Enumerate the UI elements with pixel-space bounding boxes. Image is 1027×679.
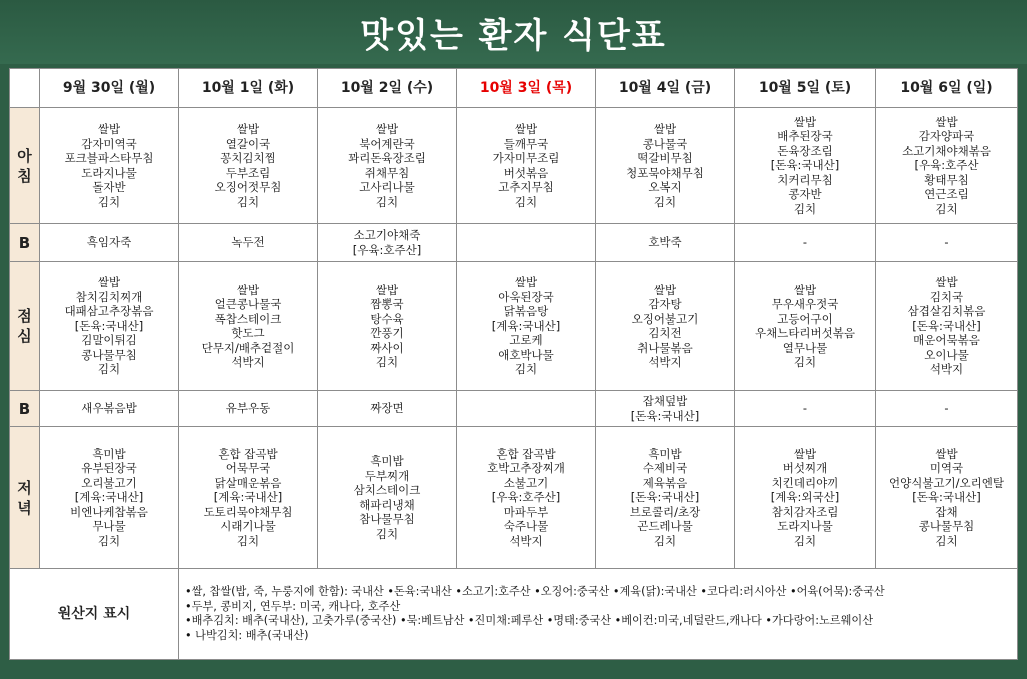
menu-item: 치커리무침 (777, 172, 833, 187)
menu-item: 콩나물무침 (81, 347, 137, 362)
menu-item: 버섯볶음 (503, 165, 549, 180)
menu-item: 참치김치찌개 (75, 289, 143, 304)
menu-item: 탕수육 (370, 311, 404, 326)
menu-item: 참치감자조림 (771, 504, 839, 519)
day-header: 10월 5일 (토) (735, 69, 876, 108)
menu-item: 도라지나물 (777, 519, 833, 534)
menu-cell (457, 224, 596, 262)
menu-item: 호박죽 (648, 235, 682, 250)
menu-cell (40, 108, 179, 224)
origin-notes (179, 569, 1018, 660)
menu-item: 쌀밥 (653, 282, 677, 297)
menu-cell (596, 427, 735, 569)
menu-item: 들깨무국 (503, 136, 549, 151)
meal-label (10, 224, 40, 262)
menu-item: 얼큰콩나물국 (214, 297, 282, 311)
menu-item: 열무나물 (782, 340, 828, 355)
menu-cell (596, 262, 735, 391)
menu-item: - (944, 235, 949, 250)
menu-cell (735, 391, 876, 427)
menu-item: 쌀밥 (97, 122, 121, 136)
menu-item: 오복지 (648, 180, 682, 194)
meal-label-char: 아 (17, 146, 32, 165)
menu-item: 닭살매운볶음 (214, 475, 282, 490)
menu-item: 김치국 (929, 289, 964, 304)
menu-item: 녹두전 (231, 235, 265, 250)
menu-item: 오징어젓무침 (214, 180, 282, 194)
day-header: 10월 4일 (금) (596, 69, 735, 108)
menu-item: 김치 (97, 194, 121, 209)
menu-cell (40, 427, 179, 569)
meal-row-lunch (10, 262, 1018, 391)
menu-item: 석박지 (231, 355, 265, 369)
menu-item: 쌀밥 (514, 275, 538, 290)
menu-item: [계육:국내산] (74, 490, 144, 505)
menu-cell (457, 262, 596, 391)
menu-item: 김치 (793, 355, 817, 369)
menu-item: 단무지/배추겉절이 (201, 340, 295, 355)
menu-item: 김치 (375, 194, 399, 209)
menu-item: 호박고추장찌개 (487, 461, 565, 476)
meal-label-char: 점 (17, 307, 32, 325)
menu-item: 짜장면 (370, 401, 404, 416)
menu-item: 흑임자죽 (86, 235, 132, 250)
meal-label-char: B (18, 233, 31, 252)
menu-item: 황태무침 (924, 172, 969, 187)
menu-item: 시래기나물 (220, 519, 276, 534)
menu-item: [계육:국내산] (213, 490, 283, 505)
menu-item: 소불고기 (503, 475, 549, 490)
menu-item: 해파리냉채 (359, 497, 415, 512)
menu-cell (318, 262, 457, 391)
menu-item: 폭찹스테이크 (214, 311, 282, 326)
menu-item: 핫도그 (231, 326, 265, 340)
menu-item: [돈육:국내산] (630, 490, 700, 505)
menu-item: 김치전 (648, 326, 682, 340)
menu-cell (40, 224, 179, 262)
menu-item: 고추지무침 (498, 180, 554, 194)
menu-board (9, 68, 1017, 659)
meal-row-snack-am (10, 224, 1018, 262)
menu-item: 혼합 잡곡밥 (218, 446, 278, 461)
menu-item: 쌀밥 (935, 446, 958, 461)
menu-cell (179, 262, 318, 391)
menu-item: 김치 (236, 194, 260, 209)
menu-item: 두부찌개 (364, 468, 410, 483)
menu-cell (318, 427, 457, 569)
menu-item: 흑미밥 (648, 446, 682, 461)
menu-item: 어묵무국 (225, 461, 271, 476)
menu-item: 닭볶음탕 (503, 304, 549, 319)
menu-cell (318, 224, 457, 262)
menu-item: 쌀밥 (97, 275, 121, 290)
menu-item: 김치 (793, 201, 817, 216)
menu-item: 쌀밥 (375, 282, 399, 297)
meal-label-char: B (18, 399, 31, 418)
menu-cell (179, 224, 318, 262)
menu-item: 김치 (514, 194, 538, 209)
menu-item: 유부우동 (225, 401, 271, 416)
menu-item: 석박지 (929, 362, 964, 377)
menu-cell (876, 262, 1018, 391)
menu-item: 비엔나케찹볶음 (70, 504, 148, 519)
menu-item: 고로케 (509, 333, 543, 348)
menu-item: 북어계란국 (359, 136, 415, 151)
menu-item: 연근조림 (924, 187, 969, 202)
menu-item: 감자미역국 (81, 136, 137, 151)
menu-item: 김치 (97, 533, 121, 548)
meal-table (9, 68, 1018, 660)
menu-cell (179, 391, 318, 427)
meal-label (10, 262, 40, 391)
menu-item: 언양식불고기/오리엔탈 (889, 475, 1004, 490)
menu-item: 버섯찌개 (782, 461, 828, 476)
menu-item: 쥐채무침 (364, 165, 410, 180)
menu-item: 돌자반 (92, 180, 126, 194)
menu-item: 곤드레나물 (637, 519, 693, 534)
meal-label-char: 저 (17, 478, 32, 497)
menu-item: 김치 (236, 533, 260, 548)
menu-item: 감자탕 (648, 297, 682, 311)
menu-cell (40, 391, 179, 427)
menu-item: [우육:호주산] (491, 490, 561, 505)
menu-item: 김치 (97, 362, 121, 377)
menu-cell (876, 391, 1018, 427)
origin-row (10, 569, 1018, 660)
menu-item: 쌀밥 (935, 114, 958, 129)
menu-cell (457, 391, 596, 427)
menu-cell (457, 427, 596, 569)
meal-label (10, 427, 40, 569)
menu-item: 석박지 (648, 355, 682, 369)
menu-item: 삼치스테이크 (353, 483, 421, 497)
menu-item: 도토리묵야채무침 (203, 504, 293, 519)
meal-row-breakfast (10, 108, 1018, 224)
menu-item: 짜사이 (370, 340, 404, 355)
menu-item: 취나물볶음 (637, 340, 693, 355)
menu-item: 김말이튀김 (81, 333, 137, 348)
menu-item: 김치 (935, 533, 958, 548)
meal-row-snack-pm (10, 391, 1018, 427)
menu-item: 치킨데리야끼 (771, 475, 839, 490)
menu-cell (596, 108, 735, 224)
menu-item: 김치 (653, 533, 677, 548)
day-header: 10월 2일 (수) (318, 69, 457, 108)
menu-cell (735, 262, 876, 391)
menu-item: 무우새우젓국 (771, 297, 839, 311)
menu-item: [돈육:국내산] (770, 158, 840, 173)
menu-item: [계육:외국산] (770, 490, 840, 505)
menu-item: 김치 (375, 355, 399, 369)
day-header-row (10, 69, 1018, 108)
menu-cell (318, 108, 457, 224)
menu-item: 수제비국 (642, 461, 688, 476)
menu-item: 소고기채야채볶음 (902, 143, 991, 158)
menu-item: 아욱된장국 (498, 289, 554, 304)
menu-item: 오이나물 (924, 347, 969, 362)
origin-line: •배추김치: 배추(국내산), 고춧가루(중국산) •묵:베트남산 •진미채:페루산 •명태:중국산 •베이컨:미국,네덜란드,캐나다 •가다랑어:노르웨이산 (185, 614, 874, 627)
menu-item: 김치 (653, 194, 677, 209)
menu-cell (876, 427, 1018, 569)
meal-label-char: 녁 (17, 498, 32, 517)
menu-item: 김치 (375, 526, 399, 541)
menu-item: 고사리나물 (359, 180, 415, 194)
menu-item: 도라지나물 (81, 165, 137, 180)
menu-item: 제육볶음 (642, 475, 688, 490)
menu-item: 고등어구이 (777, 311, 833, 326)
origin-label: 원산지 표시 (10, 569, 179, 660)
meal-label-char: 침 (17, 166, 32, 185)
menu-item: 떡갈비무침 (637, 151, 693, 165)
menu-item: 혼합 잡곡밥 (496, 446, 556, 461)
menu-item: [돈육:국내산] (912, 318, 981, 333)
menu-item: 김치 (793, 533, 817, 548)
menu-item: 브로콜리/초장 (629, 504, 701, 519)
menu-item: 우채느타리버섯볶음 (755, 326, 855, 340)
menu-item: 쌀밥 (793, 282, 817, 297)
menu-item: 두부조림 (225, 165, 271, 180)
menu-cell (735, 224, 876, 262)
menu-item: 유부된장국 (81, 461, 137, 476)
menu-item: 쌀밥 (935, 275, 958, 290)
menu-item: 포크블파스타무침 (64, 151, 154, 165)
menu-item: 잡채덮밥 (642, 394, 688, 408)
menu-item: 김치 (935, 201, 958, 216)
menu-item: 참나물무침 (359, 512, 415, 526)
menu-cell (457, 108, 596, 224)
menu-item: 청포묵야채무침 (626, 165, 704, 180)
menu-item: 무나물 (92, 519, 126, 534)
menu-item: 애호박나물 (498, 347, 554, 362)
menu-item: 콩나물무침 (918, 519, 975, 534)
menu-item: 열갈이국 (225, 136, 271, 151)
menu-item: 흑미밥 (92, 446, 126, 461)
menu-item: [돈육:국내산] (630, 408, 700, 423)
menu-cell (179, 427, 318, 569)
menu-item: 대패삼고추장볶음 (64, 304, 154, 319)
meal-label-char: 심 (17, 327, 32, 345)
menu-item: 가자미무조림 (492, 151, 560, 165)
menu-item: 돈육장조림 (777, 143, 833, 158)
menu-item: - (802, 235, 808, 250)
page-title: 맛있는 환자 식단표 (360, 15, 667, 56)
menu-cell (596, 391, 735, 427)
day-header: 9월 30일 (월) (40, 69, 179, 108)
menu-item: - (802, 401, 808, 416)
corner-cell (10, 69, 40, 108)
menu-item: 꽁치김치찜 (220, 151, 276, 165)
menu-item: 쌀밥 (793, 114, 817, 129)
menu-item: 배추된장국 (777, 129, 833, 144)
origin-line: • 나박김치: 배추(국내산) (185, 628, 309, 642)
menu-item: 매운어묵볶음 (913, 333, 980, 348)
menu-item: 꽈리돈육장조림 (348, 151, 426, 165)
menu-cell (876, 108, 1018, 224)
menu-item: 쌀밥 (653, 122, 677, 136)
menu-item: 쌀밥 (236, 282, 260, 297)
menu-item: 석박지 (509, 533, 543, 548)
menu-item: 김치 (514, 362, 538, 377)
menu-item: [돈육:국내산] (912, 490, 981, 505)
menu-item: 콩자반 (788, 187, 822, 202)
origin-line: •두부, 콩비지, 연두부: 미국, 캐나다, 호주산 (185, 599, 401, 613)
menu-item: 쌀밥 (514, 122, 538, 136)
menu-item: [계육:국내산] (491, 318, 561, 333)
menu-item: 흑미밥 (370, 454, 404, 468)
origin-line: •쌀, 찹쌀(밥, 죽, 누룽지에 한함): 국내산 •돈육:국내산 •소고기:호주산 •오징어:중국산 •계육(닭):국내산 •코다리:러시아산 •어육(어묵):중국산 (185, 585, 885, 598)
menu-item: 쌀밥 (793, 446, 817, 461)
meal-row-dinner (10, 427, 1018, 569)
menu-cell (179, 108, 318, 224)
menu-cell (735, 108, 876, 224)
day-header: 10월 1일 (화) (179, 69, 318, 108)
menu-cell (596, 224, 735, 262)
menu-item: 마파두부 (503, 504, 549, 519)
menu-item: 잡채 (935, 504, 958, 519)
menu-item: 숙주나물 (503, 519, 549, 534)
menu-item: 깐풍기 (370, 326, 404, 340)
menu-cell (318, 391, 457, 427)
menu-item: - (944, 401, 949, 416)
menu-item: 오리불고기 (81, 475, 137, 490)
menu-item: [우육:호주산 (914, 158, 979, 173)
menu-item: 짬뽕국 (370, 297, 404, 311)
menu-cell (735, 427, 876, 569)
menu-item: 미역국 (929, 461, 964, 476)
meal-label (10, 391, 40, 427)
day-header-highlighted: 10월 3일 (목) (457, 69, 596, 108)
menu-item: [우육:호주산] (352, 242, 422, 257)
menu-item: 삼겹살김치볶음 (907, 304, 986, 319)
menu-item: 오징어불고기 (631, 311, 699, 326)
title-banner (0, 0, 1027, 64)
menu-item: 쌀밥 (236, 122, 260, 136)
menu-item: 감자양파국 (918, 129, 975, 144)
menu-cell (40, 262, 179, 391)
menu-item: 소고기야채죽 (353, 228, 421, 242)
menu-item: [돈육:국내산] (74, 318, 144, 333)
menu-item: 새우볶음밥 (81, 401, 137, 416)
menu-cell (876, 224, 1018, 262)
day-header: 10월 6일 (일) (876, 69, 1018, 108)
menu-item: 콩나물국 (642, 136, 688, 151)
menu-item: 쌀밥 (375, 122, 399, 136)
meal-label (10, 108, 40, 224)
